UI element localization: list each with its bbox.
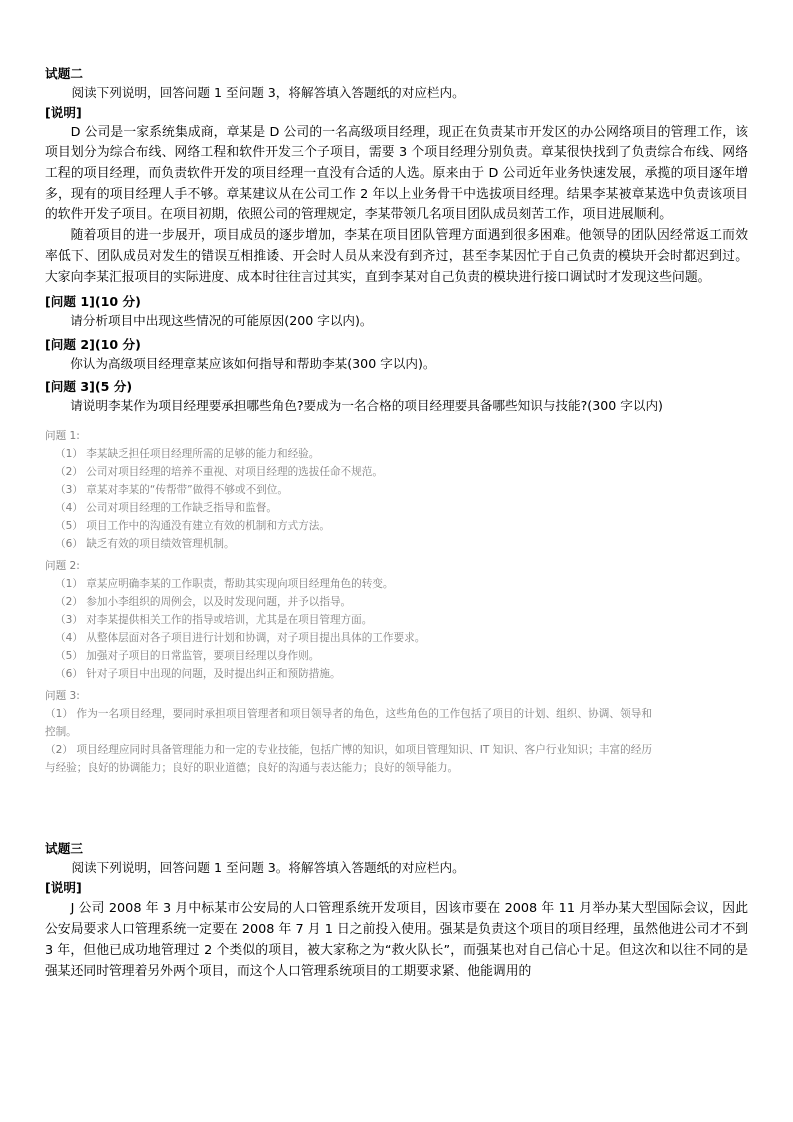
- exam3-title: 试题三: [45, 840, 84, 856]
- answer-item: （1） 作为一名项目经理，要同时承担项目管理者和项目领导者的角色，这些角色的工作包括了项目的计划、组织、协调、领导和控制。: [45, 707, 652, 738]
- answer-item: （2） 项目经理应同时具备管理能力和一定的专业技能，包括广博的知识，如项目管理知识、IT 知识、客户行业知识；丰富的经历与经验；良好的协调能力；良好的职业道德；良好的沟通与表达能力；良好的领导能力。: [45, 743, 652, 774]
- answer-item: （2） 公司对项目经理的培养不重视、对项目经理的选拔任命不规范。: [55, 465, 383, 478]
- answer-item: （3） 对李某提供相关工作的指导或培训，尤其是在项目管理方面。: [55, 613, 373, 626]
- exam2-question-1-heading: [问题 1](10 分): [45, 294, 141, 310]
- exam2-paragraph-2: 随着项目的进一步展开，项目成员的逐步增加，李某在项目团队管理方面遇到很多困难。他领导的团队因经常返工而效率低下、团队成员对发生的错误互相推诿、开会时人员从来没有到齐过，甚至李某因忙于自己负责的模块开会时都迟到过。大家向李某汇报项目的实际进度、成本时往往言过其实，直到李某对自己负责的模块进行接口调试时才发现这些问题。: [45, 228, 748, 285]
- exam3-explain-heading: [说明]: [45, 880, 82, 896]
- answer-item: （1） 李某缺乏担任项目经理所需的足够的能力和经验。: [55, 447, 320, 460]
- exam-section-two: [45, 66, 748, 777]
- answer-group-1-list: [45, 445, 748, 553]
- answer-item: （4） 公司对项目经理的工作缺乏指导和监督。: [55, 501, 277, 514]
- exam2-paragraph-1: D 公司是一家系统集成商，章某是 D 公司的一名高级项目经理，现正在负责某市开发区的办公网络项目的管理工作，该项目划分为综合布线、网络工程和软件开发三个子项目，需要 3 个项目经理分别负责。章某很快找到了负责综合布线、网络工程的项目经理，而负责软件开发的项目经理一直没有合适的人选。原来由于 D 公司近年业务快速发展，承揽的项目逐年增多，现有的项目经理人手不够。章某建议从在公司工作 2 年以上业务骨干中选拔项目经理。结果李某被章某选中负责该项目的软件开发子项目。在项目初期，依照公司的管理规定，李某带领几名项目团队成员刻苦工作，项目进展顺利。: [45, 124, 748, 223]
- exam2-question-2-body: 你认为高级项目经理章某应该如何指导和帮助李某(300 字以内)。: [70, 355, 436, 371]
- answer-item: （6） 缺乏有效的项目绩效管理机制。: [55, 537, 235, 550]
- exam2-title: 试题二: [45, 66, 84, 81]
- exam2-question-3-body: 请说明李某作为项目经理要承担哪些角色?要成为一名合格的项目经理要具备哪些知识与技能?(300 字以内): [70, 398, 663, 414]
- answer-group-2-title: 问题 2:: [45, 559, 80, 572]
- answer-item: （4） 从整体层面对各子项目进行计划和协调，对子项目提出具体的工作要求。: [55, 631, 426, 644]
- answer-item: （5） 加强对子项目的日常监管，要项目经理以身作则。: [55, 649, 320, 662]
- exam-section-three: [45, 841, 748, 983]
- exam2-question-2-heading: [问题 2](10 分): [45, 336, 141, 352]
- answer-item: （6） 针对子项目中出现的问题，及时提出纠正和预防措施。: [55, 667, 341, 680]
- answer-item: （5） 项目工作中的沟通没有建立有效的机制和方式方法。: [55, 519, 330, 532]
- exam2-question-1-body: 请分析项目中出现这些情况的可能原因(200 字以内)。: [70, 312, 373, 328]
- exam3-paragraph-1: J 公司 2008 年 3 月中标某市公安局的人口管理系统开发项目，因该市要在 2008 年 11 月举办某大型国际会议，因此公安局要求人口管理系统一定要在 2008 年 7 月 1 日之前投入使用。强某是负责这个项目的项目经理，虽然他进公司才不到 3 年，但他已成功地管理过 2 个类似的项目，被大家称之为“救火队长”，而强某也对自己信心十足。但这次和以往不同的是强某还同时管理着另外两个项目，而这个人口管理系统项目的工期要求紧、他能调用的: [45, 900, 748, 980]
- answer-group-3-list: [45, 705, 748, 777]
- answer-group-3-title: 问题 3:: [45, 689, 80, 702]
- answer-item: （1） 章某应明确李某的工作职责，帮助其实现向项目经理角色的转变。: [55, 577, 394, 590]
- exam2-question-3-heading: [问题 3](5 分): [45, 379, 133, 395]
- answer-group-2-list: [45, 575, 748, 683]
- exam2-explain-heading: [说明]: [45, 105, 82, 121]
- exam3-lead-instruction: 阅读下列说明，回答问题 1 至问题 3。将解答填入答题纸的对应栏内。: [71, 860, 465, 876]
- answer-group-1-title: 问题 1:: [45, 429, 80, 442]
- answer-item: （3） 章某对李某的“传帮带”做得不够或不到位。: [55, 483, 288, 496]
- reference-answers-block: [45, 427, 748, 777]
- section-spacer: [45, 777, 748, 841]
- exam2-lead-instruction: 阅读下列说明，回答问题 1 至问题 3，将解答填入答题纸的对应栏内。: [71, 85, 465, 101]
- answer-item: （2） 参加小李组织的周例会，以及时发现问题，并予以指导。: [55, 595, 352, 608]
